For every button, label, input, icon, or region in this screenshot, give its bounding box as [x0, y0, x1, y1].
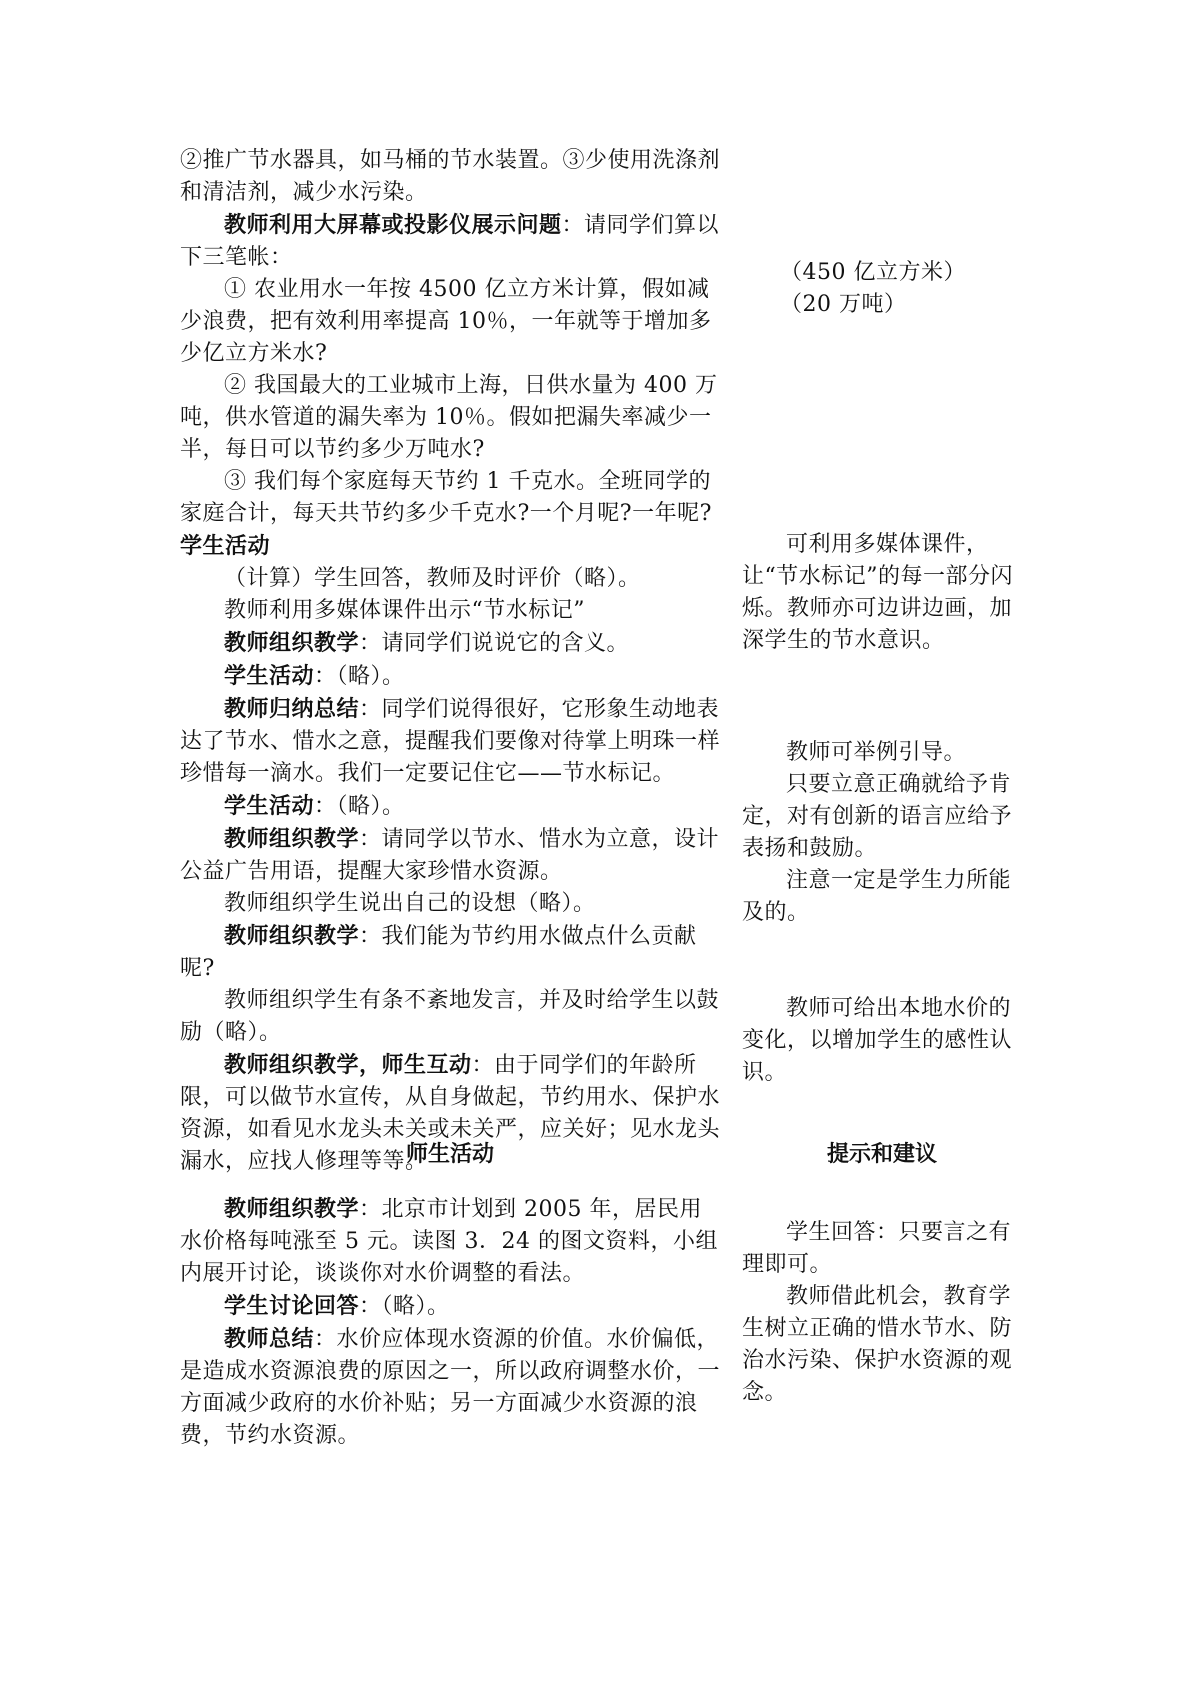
note-answer-2: （20 万吨） [780, 292, 907, 317]
paragraph-calculation-answer: （计算）学生回答，教师及时评价（略）。 [224, 566, 641, 591]
note-reasonable-answer: 学生回答：只要言之有理即可。 教师借此机会，教育学生树立正确的惜水节水、防治水污染、保护水资源的观念。 [742, 1217, 1022, 1409]
bold-lead: 学生活动 [224, 663, 315, 689]
paragraph-slogan-design: 教师组织教学：请同学以节水、惜水为立意，设计公益广告用语，提醒大家珍惜水资源。 [180, 826, 720, 884]
bold-lead: 教师组织教学 [224, 1196, 360, 1222]
note-multimedia: 可利用多媒体课件，让“节水标记”的每一部分闪烁。教师亦可边讲边画，加深学生的节水意识。 [742, 532, 1013, 653]
paragraph-show-symbol: 教师利用多媒体课件出示“节水标记” [224, 598, 585, 623]
bold-lead: 教师总结 [224, 1326, 315, 1352]
paragraph-teacher-summary: 教师归纳总结：同学们说得很好，它形象生动地表达了节水、惜水之意，提醒我们要像对待掌上明珠一样珍惜每一滴水。我们一定要记住它——节水标记。 [180, 696, 721, 786]
bold-lead: 教师组织教学 [224, 630, 360, 656]
paragraph-question-2: ② 我国最大的工业城市上海，日供水量为 400 万吨，供水管道的漏失率为 10％。假如把漏失率减少一半，每日可以节约多少万吨水? [180, 373, 718, 462]
heading-teacher-student-activities: 师生活动 [405, 1141, 494, 1167]
paragraph-student-activity-2: 学生活动：（略）。 [224, 793, 405, 819]
paragraph-student-ideas: 教师组织学生说出自己的设想（略）。 [224, 891, 596, 916]
note-examples: 教师可举例引导。 只要立意正确就给予肯定，对有创新的语言应给予表扬和鼓励。 注意一定是学生力所能及的。 [742, 737, 1022, 929]
bold-lead: 学生活动 [224, 793, 315, 819]
bold-lead: 学生讨论回答 [224, 1293, 360, 1319]
bold-lead: 教师组织教学 [224, 826, 360, 852]
heading-tips-and-suggestions: 提示和建议 [826, 1141, 937, 1167]
note-answer-1: （450 亿立方米） [780, 260, 966, 285]
note-praise: 只要立意正确就给予肯定，对有创新的语言应给予表扬和鼓励。 [742, 772, 1013, 861]
paragraph-water-price-task: 教师组织教学：北京市计划到 2005 年，居民用水价格每吨涨至 5 元。读图 3．24 的图文资料，小组内展开讨论，谈谈你对水价调整的看法。 [180, 1196, 718, 1286]
bold-lead: 教师利用大屏幕或投影仪展示问题 [224, 212, 562, 238]
note-local-price: 教师可给出本地水价的变化，以增加学生的感性认识。 [742, 996, 1013, 1085]
paragraph-interaction: 教师组织教学，师生互动：由于同学们的年龄所限，可以做节水宣传，从自身做起，节约用水、保护水资源，如看见水龙头未关或未关严，应关好；见水龙头漏水，应找人修理等等。 [180, 1052, 721, 1174]
bold-lead: 教师组织教学 [224, 923, 360, 949]
paragraph-student-speech: 教师组织学生有条不紊地发言，并及时给学生以鼓励（略）。 [180, 988, 720, 1045]
paragraph-symbol-meaning: 教师组织教学：请同学们说说它的含义。 [224, 630, 630, 656]
note-feasible: 注意一定是学生力所能及的。 [742, 868, 1012, 925]
paragraph-show-problem: 教师利用大屏幕或投影仪展示问题：请同学们算以下三笔帐： [180, 212, 720, 270]
paragraph-contribution-question: 教师组织教学：我们能为节约用水做点什么贡献呢? [180, 923, 697, 981]
paragraph-water-saving-devices: ②推广节水器具，如马桶的节水装置。③少使用洗涤剂和清洁剂，减少水污染。 [180, 148, 721, 205]
bold-lead: 教师组织教学，师生互动 [224, 1052, 472, 1078]
note-education-opportunity: 教师借此机会，教育学生树立正确的惜水节水、防治水污染、保护水资源的观念。 [742, 1284, 1013, 1405]
teacher-student-activities-column [180, 145, 720, 1178]
paragraph-question-3: ③ 我们每个家庭每天节约 1 千克水。全班同学的家庭合计，每天共节约多少千克水?一个月呢?一年呢? 学生活动 [180, 469, 712, 559]
paragraph-question-1: ① 农业用水一年按 4500 亿立方米计算，假如减少浪费，把有效利用率提高 10％，一年就等于增加多少亿立方米水? [180, 277, 712, 366]
paragraph-student-discussion: 学生讨论回答：（略）。 [224, 1293, 450, 1319]
water-price-discussion-column [180, 1193, 720, 1452]
paragraph-teacher-conclusion: 教师总结：水价应体现水资源的价值。水价偏低，是造成水资源浪费的原因之一，所以政府调整水价，一方面减少政府的水价补贴；另一方面减少水资源的浪费，节约水资源。 [180, 1326, 721, 1448]
bold-lead: 学生活动 [180, 533, 271, 559]
bold-lead: 教师归纳总结 [224, 696, 360, 722]
paragraph-student-activity-1: 学生活动：（略）。 [224, 663, 405, 689]
